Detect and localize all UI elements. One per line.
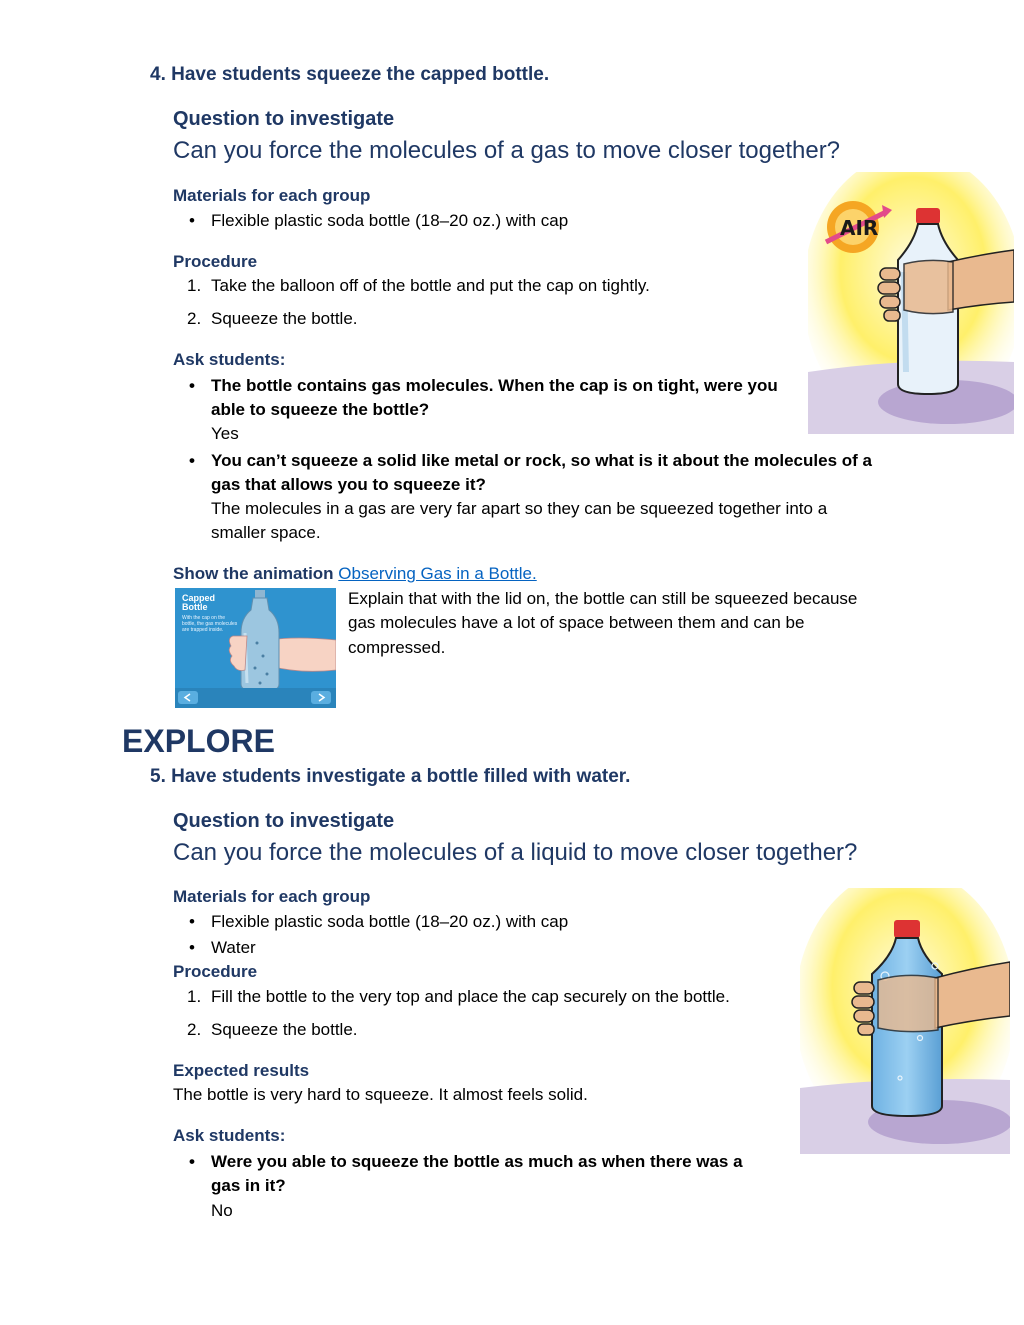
step4-procedure-item [187, 276, 650, 296]
animation-line [173, 564, 537, 584]
step5-expected-label: Expected results [173, 1061, 310, 1080]
capped-bottle-illustration [175, 588, 336, 708]
step5-material-item: • Water [211, 938, 256, 958]
step4-heading: 4. Have students squeeze the capped bottle. [150, 64, 550, 85]
animation-label: Show the animation [173, 564, 334, 583]
step5-a1: No [211, 1201, 233, 1220]
explain-line3: compressed. [348, 638, 446, 657]
animation-thumbnail[interactable] [175, 588, 336, 708]
step4-procedure-item [187, 309, 358, 329]
list-number: 1. [187, 987, 202, 1006]
thumb-caption: With the cap on the bottle, the gas molecules are trapped inside. [182, 615, 238, 633]
air-label-text: AIR [840, 216, 879, 240]
step4-q2-line1: • You can’t squeeze a solid like metal or rock, so what is it about the molecules of a [211, 451, 872, 471]
step5-q1-line1: • Were you able to squeeze the bottle as much as when there was a [211, 1152, 743, 1172]
step4-question: Can you force the molecules of a gas to move closer together? [173, 137, 841, 164]
thumb-next-button [311, 691, 331, 704]
thumb-title: Capped Bottle [182, 593, 216, 612]
step5-heading: 5. Have students investigate a bottle filled with water. [150, 766, 631, 787]
step4-a2-line1: The molecules in a gas are very far apart so they can be squeezed together into a [211, 499, 828, 518]
explain-line2: gas molecules have a lot of space between them and can be [348, 613, 805, 632]
step5-question: Can you force the molecules of a liquid to move closer together? [173, 839, 858, 866]
animation-link[interactable]: Observing Gas in a Bottle. [338, 564, 537, 583]
step4-procedure-label: Procedure [173, 252, 258, 271]
step5-q1-line2: gas in it? [211, 1176, 286, 1195]
step5-ask-label: Ask students: [173, 1126, 286, 1145]
step4-q2-line2: gas that allows you to squeeze it? [211, 475, 486, 494]
step4-a1: Yes [211, 424, 239, 443]
step4-procedure-text: Take the balloon off of the bottle and put the cap on tightly. [211, 276, 650, 295]
step4-ask-label: Ask students: [173, 350, 286, 369]
step5-procedure-label: Procedure [173, 962, 258, 981]
step4-q1-line1: • The bottle contains gas molecules. When the cap is on tight, were you [211, 376, 778, 396]
step4-question-label: Question to investigate [173, 108, 395, 130]
step4-a2-line2: smaller space. [211, 523, 321, 542]
step5-procedure-item [187, 1020, 358, 1040]
list-number: 2. [187, 309, 202, 328]
step4-materials-label: Materials for each group [173, 186, 371, 205]
step4-q1-line2: able to squeeze the bottle? [211, 400, 430, 419]
step5-material-item: • Flexible plastic soda bottle (18–20 oz.) with cap [211, 912, 568, 932]
list-number: 2. [187, 1020, 202, 1039]
explain-line1: Explain that with the lid on, the bottle can still be squeezed because [348, 589, 858, 608]
step5-expected: The bottle is very hard to squeeze. It almost feels solid. [173, 1085, 588, 1104]
water-bottle-illustration [800, 888, 1010, 1154]
step5-procedure-item [187, 987, 730, 1007]
step4-material-item: • Flexible plastic soda bottle (18–20 oz.) with cap [211, 211, 568, 231]
step4-procedure-text: Squeeze the bottle. [211, 309, 358, 328]
list-number: 1. [187, 276, 202, 295]
thumb-prev-button [178, 691, 198, 704]
step5-materials-label: Materials for each group [173, 887, 371, 906]
air-bottle-illustration [808, 172, 1014, 434]
explore-heading: EXPLORE [122, 723, 275, 759]
step5-procedure-text: Squeeze the bottle. [211, 1020, 358, 1039]
step5-question-label: Question to investigate [173, 810, 395, 832]
step5-procedure-text: Fill the bottle to the very top and place the cap securely on the bottle. [211, 987, 730, 1006]
